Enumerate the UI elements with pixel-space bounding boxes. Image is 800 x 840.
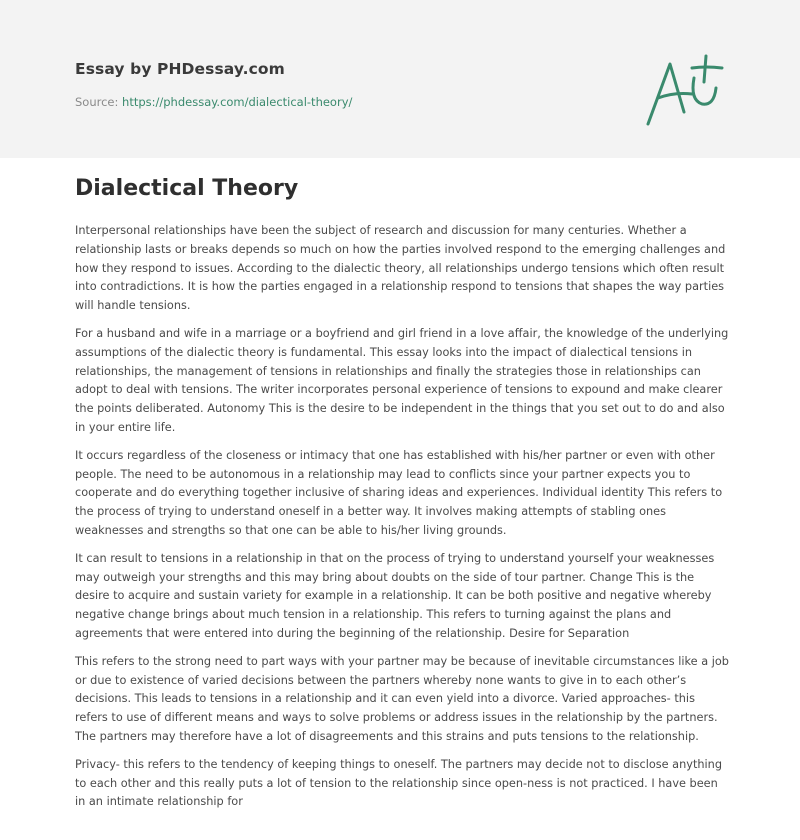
header-bar — [0, 0, 800, 158]
source-line — [75, 95, 352, 109]
paragraph-5: This refers to the strong need to part ways with your partner may be because of inevitable circumstances like a job or due to existence of varied decisions between the partners whereby none wants to give in to each other’s decisions. This leads to tensions in a relationship and it can even yield into a divorce. Varied approaches- this refers to use of different means and ways to solve problems or address issues in the relationship by the partners. The partners may therefore have a lot of disagreements and this strains and puts tensions to the relationship. — [75, 654, 729, 743]
source-label: Source: — [75, 95, 123, 109]
source-link[interactable]: https://phdessay.com/dialectical-theory/ — [122, 95, 353, 109]
a-plus-logo — [640, 50, 726, 130]
brand-title: Essay by PHDessay.com — [75, 60, 285, 78]
paragraph-6: Privacy- this refers to the tendency of keeping things to oneself. The partners may decide not to disclose anything to each other and this really puts a lot of tension to the relationship since open-ness is not practiced. I have been in an intimate relationship for — [75, 757, 723, 809]
paragraph-2: For a husband and wife in a marriage or a boyfriend and girl friend in a love affair, the knowledge of the underlying assumptions of the dialectic theory is fundamental. This essay looks into the impact of dialectical tensions in relationships, the management of tensions in relationships and finally the strategies those in relationships can adopt to deal with tensions. The writer incorporates personal experience of tensions to expound and make clearer the points deliberated. Autonomy This is the desire to be independent in the things that you set out to do and also in your entire life. — [75, 326, 729, 434]
document-title: Dialectical Theory — [75, 176, 299, 201]
essay-body — [75, 222, 730, 821]
paragraph-1: Interpersonal relationships have been the subject of research and discussion for many centuries. Whether a relationship lasts or breaks depends so much on how the parties involved respond to the emerging challenges and how they respond to issues. According to the dialectic theory, all relationships undergo tensions which often result into contradictions. It is how the parties engaged in a relationship respond to tensions that shapes the way parties will handle tensions. — [75, 224, 726, 313]
paragraph-4: It can result to tensions in a relationship in that on the process of trying to understand yourself your weaknesses may outweigh your strengths and this may bring about doubts on the side of tour partner. Change This is the desire to acquire and sustain variety for example in a relationship. It can be both positive and negative whereby negative change brings about much tension in a relationship. This refers to turning against the plans and agreements that were entered into during the beginning of the relationship. Desire for Separation — [75, 551, 715, 640]
paragraph-3: It occurs regardless of the closeness or intimacy that one has established with his/her partner or even with other people. The need to be autonomous in a relationship may lead to conflicts since your partner expects you to cooperate and do everything together inclusive of sharing ideas and experiences. Individual identity This refers to the process of trying to understand oneself in a better way. It involves making attempts of stabling ones weaknesses and strengths so that one can be able to his/her living grounds. — [75, 448, 723, 537]
